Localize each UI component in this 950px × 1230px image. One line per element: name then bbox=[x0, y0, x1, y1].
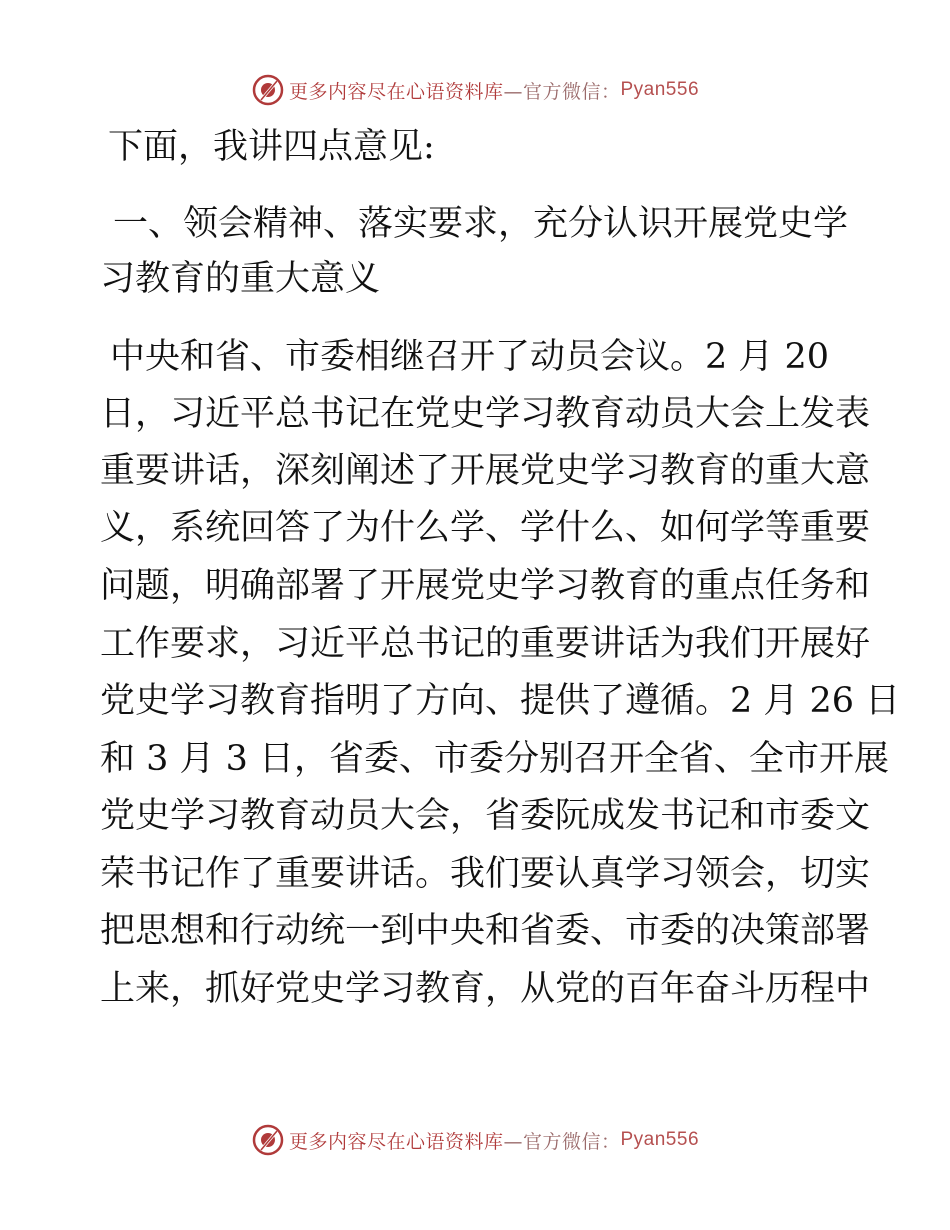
paragraph-line: 上来，抓好党史学习教育，从党的百年奋斗历程中 bbox=[100, 969, 871, 1009]
logo-icon bbox=[251, 73, 285, 107]
paragraph-line: 党史学习教育动员大会，省委阮成发书记和市委文 bbox=[100, 796, 871, 836]
paragraph-line: 日，习近平总书记在党史学习教育动员大会上发表 bbox=[100, 394, 871, 434]
watermark-wechat-id: Pyan556 bbox=[620, 1129, 700, 1150]
logo-icon bbox=[251, 1123, 285, 1157]
watermark-wechat-label: —官方微信： bbox=[503, 80, 621, 103]
section-heading-line-1: 一、领会精神、落实要求，充分认识开展党史学 bbox=[113, 204, 849, 244]
intro-line: 下面，我讲四点意见: bbox=[108, 127, 435, 167]
watermark-wechat-id: Pyan556 bbox=[620, 79, 700, 100]
paragraph-line: 和 3 月 3 日，省委、市委分别召开全省、全市开展 bbox=[100, 739, 890, 779]
watermark-footer bbox=[0, 1120, 950, 1160]
paragraph-line: 把思想和行动统一到中央和省委、市委的决策部署 bbox=[100, 911, 871, 951]
paragraph-line: 工作要求，习近平总书记的重要讲话为我们开展好 bbox=[100, 624, 871, 664]
watermark-brand-text: 更多内容尽在心语资料库 bbox=[288, 1130, 504, 1153]
paragraph-line: 党史学习教育指明了方向、提供了遵循。2 月 26 日 bbox=[100, 681, 901, 721]
watermark-header bbox=[0, 70, 950, 110]
watermark-wechat-label: —官方微信： bbox=[503, 1130, 621, 1153]
paragraph-line: 义，系统回答了为什么学、学什么、如何学等重要 bbox=[100, 508, 871, 548]
paragraph-line: 问题，明确部署了开展党史学习教育的重点任务和 bbox=[100, 566, 871, 606]
paragraph-line: 重要讲话，深刻阐述了开展党史学习教育的重大意 bbox=[100, 451, 871, 491]
section-heading-line-2: 习教育的重大意义 bbox=[100, 259, 381, 299]
paragraph-line: 荣书记作了重要讲话。我们要认真学习领会，切实 bbox=[100, 854, 871, 894]
watermark-brand-text: 更多内容尽在心语资料库 bbox=[288, 80, 504, 103]
paragraph-line: 中央和省、市委相继召开了动员会议。2 月 20 bbox=[110, 337, 830, 377]
